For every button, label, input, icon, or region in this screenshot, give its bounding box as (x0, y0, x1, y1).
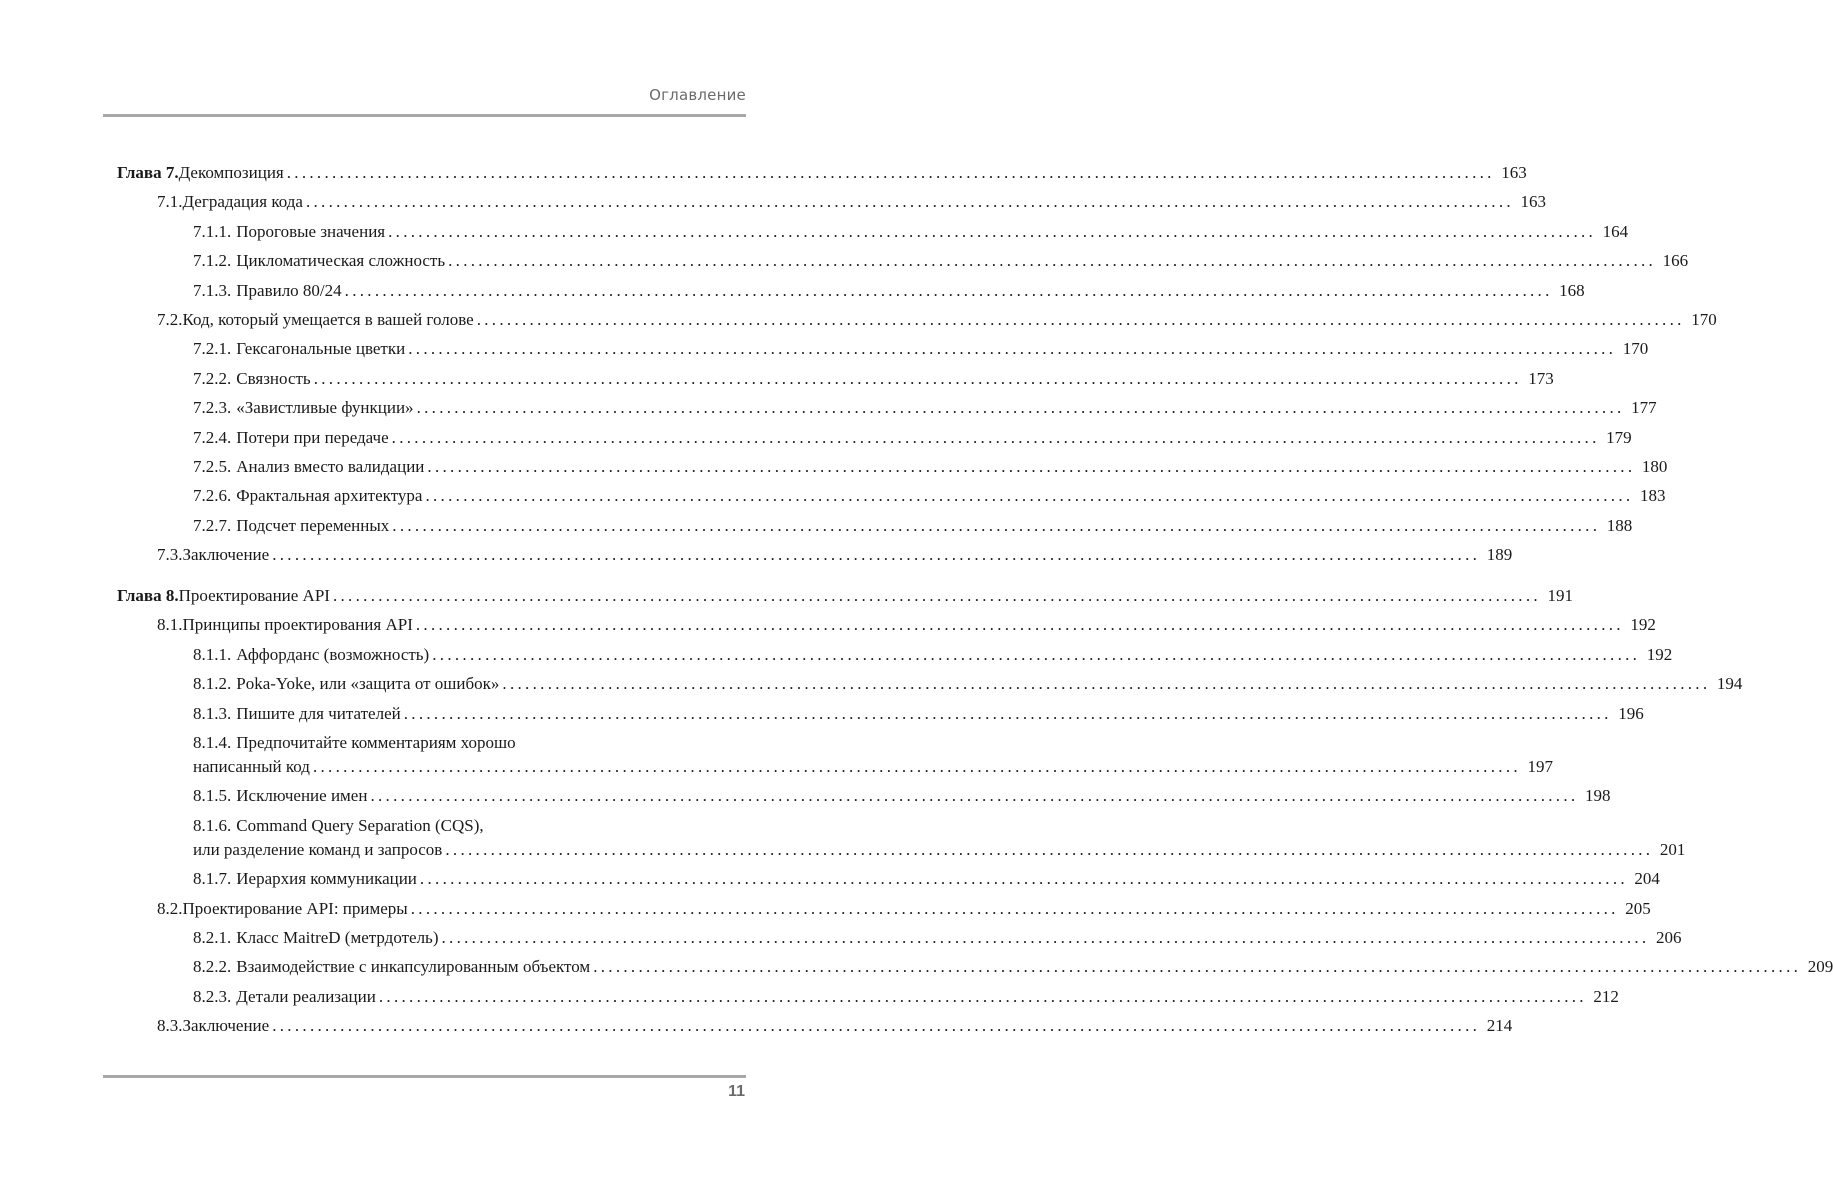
toc-entry-title: Аффорданс (возможность) (236, 644, 430, 664)
toc-entry-line (117, 220, 1629, 244)
leader-dots: ................................................................................................................................................................ (305, 192, 1514, 212)
toc-entry-line (117, 897, 1651, 921)
toc-entry-title: Детали реализации (236, 986, 376, 1006)
toc-entry-number: 8.2.3. (193, 986, 232, 1006)
toc-entry-title: Проектирование API (178, 586, 330, 606)
toc-entry-page: 196 (1618, 703, 1644, 723)
page-number: 11 (728, 1083, 745, 1100)
leader-dots: ................................................................................................................................................................ (432, 644, 1641, 664)
leader-dots: ................................................................................................................................................................ (408, 339, 1617, 359)
toc-entry-line (117, 367, 1554, 391)
toc-entry[interactable] (117, 613, 1656, 637)
toc-entry-number: 8.2. (157, 898, 183, 918)
toc-entry-number: 7.1.3. (193, 280, 232, 300)
toc-entry[interactable] (117, 672, 1743, 696)
toc-entry-number: Глава 7. (117, 163, 179, 182)
toc-entry-page: 163 (1520, 192, 1546, 212)
toc-entry-page: 205 (1625, 898, 1651, 918)
toc-entry-title: или разделение команд и запросов (193, 839, 443, 859)
toc-entry-title: Пороговые значения (236, 221, 386, 241)
toc-entry[interactable] (117, 455, 1668, 479)
leader-dots: ................................................................................................................................................................ (416, 398, 1625, 418)
toc-entry[interactable] (117, 426, 1632, 450)
toc-entry[interactable] (117, 220, 1629, 244)
running-head-title: Оглавление (649, 86, 746, 104)
toc-entry-line (117, 672, 1743, 696)
toc-entry-line (117, 514, 1633, 538)
toc-entry-title: Взаимодействие с инкапсулированным объектом (236, 957, 591, 977)
toc-entry-page: 189 (1486, 545, 1513, 565)
toc-entry[interactable] (117, 643, 1673, 667)
toc-entry-line (117, 455, 1668, 479)
toc-entry-number: 7.2.6. (193, 486, 232, 506)
leader-dots: ................................................................................................................................................................ (370, 786, 1579, 806)
toc-entry[interactable] (117, 484, 1666, 508)
toc-entry-line (117, 484, 1666, 508)
toc-entry-number: 8.1. (157, 615, 183, 635)
toc-entry[interactable] (117, 279, 1585, 303)
toc-entry-line (117, 543, 1513, 567)
toc-entry-number: Глава 8. (117, 586, 179, 606)
leader-dots: ................................................................................................................................................................ (313, 368, 1522, 388)
toc-entry-line (117, 755, 1553, 779)
toc-entry-title: Пишите для читателей (236, 703, 401, 723)
leader-dots: ................................................................................................................................................................ (476, 309, 1685, 329)
leader-dots: ................................................................................................................................................................ (344, 280, 1553, 300)
toc-entry-number: 8.1.5. (193, 786, 232, 806)
toc-entry[interactable] (117, 514, 1633, 538)
toc-entry-line (117, 396, 1657, 420)
toc-entry-number: 7.2.4. (193, 427, 232, 447)
toc-entry-line (117, 1014, 1513, 1038)
toc-entry-number: 7.3. (157, 545, 183, 565)
toc-entry-number: 7.2.3. (193, 398, 232, 418)
toc-entry-title: Деградация кода (182, 192, 303, 212)
toc-entry-page: 214 (1486, 1016, 1513, 1036)
toc-entry-title: Исключение имен (236, 786, 368, 806)
toc-entry-line (117, 190, 1546, 214)
leader-dots: ................................................................................................................................................................ (425, 486, 1634, 506)
toc-entry-page: 201 (1659, 839, 1686, 859)
toc-entry[interactable] (117, 955, 1833, 979)
toc-entry[interactable] (117, 396, 1657, 420)
toc-entry-page: 197 (1527, 757, 1553, 777)
toc-entry-page: 194 (1716, 674, 1743, 694)
toc-entry-page: 191 (1547, 586, 1573, 606)
toc-entry-line (117, 702, 1644, 726)
footer-rule (103, 1075, 746, 1078)
toc-entry-number: 8.1.2. (193, 674, 232, 694)
leader-dots: ................................................................................................................................................................ (286, 163, 1495, 182)
leader-dots: ................................................................................................................................................................ (392, 515, 1601, 535)
toc-entry-number: 8.2.2. (193, 957, 232, 977)
toc-entry-page: 164 (1602, 221, 1629, 241)
toc-entry-title: Класс MaitreD (метрдотель) (236, 927, 439, 947)
table-of-contents (117, 161, 1833, 1044)
toc-entry-line (117, 926, 1682, 950)
toc-entry-title: Потери при передаче (236, 427, 389, 447)
toc-entry[interactable] (117, 702, 1644, 726)
toc-entry[interactable] (117, 367, 1554, 391)
toc-entry[interactable] (117, 897, 1651, 921)
toc-entry-line (117, 249, 1689, 273)
toc-entry-number: 8.1.6. (193, 815, 232, 835)
toc-entry-title: Декомпозиция (178, 163, 284, 182)
toc-entry-title: Фрактальная архитектура (236, 486, 423, 506)
toc-entry-title: Предпочитайте комментариям хорошо (236, 733, 516, 753)
leader-dots: ................................................................................................................................................................ (332, 586, 1541, 606)
leader-dots: ................................................................................................................................................................ (593, 957, 1802, 977)
toc-entry-page: 170 (1691, 309, 1717, 329)
toc-entry-title: Цикломатическая сложность (236, 251, 446, 271)
toc-entry-line (117, 337, 1649, 361)
toc-entry-line (117, 643, 1673, 667)
toc-entry-page: 209 (1807, 957, 1833, 977)
toc-entry-number: 7.2.7. (193, 515, 232, 535)
leader-dots: ................................................................................................................................................................ (415, 615, 1624, 635)
toc-entry-title: Проектирование API: примеры (182, 898, 408, 918)
toc-entry-number: 7.2. (157, 309, 183, 329)
toc-entry-number: 7.1.1. (193, 221, 232, 241)
toc-entry-title: Иерархия коммуникации (236, 869, 417, 889)
leader-dots: ................................................................................................................................................................ (388, 221, 1597, 241)
toc-entry-line (117, 784, 1611, 808)
toc-chapter-entry[interactable] (117, 584, 1573, 608)
leader-dots: ................................................................................................................................................................ (445, 839, 1654, 859)
toc-entry[interactable] (117, 543, 1513, 567)
toc-entry-number: 8.1.4. (193, 733, 232, 753)
toc-entry[interactable] (117, 985, 1619, 1009)
toc-entry-page: 180 (1641, 456, 1668, 476)
toc-entry-title: Poka-Yoke, или «защита от ошибок» (236, 674, 500, 694)
leader-dots: ................................................................................................................................................................ (448, 251, 1657, 271)
toc-entry-title: Анализ вместо валидации (236, 456, 425, 476)
toc-entry-line (117, 279, 1585, 303)
toc-entry-page: 206 (1655, 927, 1682, 947)
toc-entry-title: Command Query Separation (CQS), (236, 815, 484, 835)
toc-entry-line (117, 426, 1632, 450)
toc-entry-title: Заключение (182, 545, 270, 565)
toc-entry-page: 168 (1559, 280, 1585, 300)
toc-entry-line (117, 161, 1527, 185)
toc-entry[interactable] (117, 337, 1649, 361)
toc-entry-page: 212 (1593, 986, 1619, 1006)
toc-entry-line (117, 867, 1660, 891)
header-rule (103, 114, 746, 117)
toc-entry-page: 177 (1631, 398, 1657, 418)
toc-entry-number: 7.1.2. (193, 251, 232, 271)
toc-entry-page: 163 (1501, 163, 1527, 182)
toc-entry-number: 7.1. (157, 192, 183, 212)
toc-entry-page: 183 (1639, 486, 1666, 506)
leader-dots: ................................................................................................................................................................ (312, 757, 1521, 777)
toc-entry[interactable] (117, 814, 1686, 862)
toc-entry-line (117, 731, 746, 755)
leader-dots: ................................................................................................................................................................ (272, 545, 1481, 565)
toc-entry-title: «Завистливые функции» (236, 398, 414, 418)
leader-dots: ................................................................................................................................................................ (403, 703, 1612, 723)
toc-entry[interactable] (117, 867, 1660, 891)
toc-entry-line (117, 814, 746, 838)
toc-entry-page: 179 (1606, 427, 1632, 447)
toc-entry-title: Связность (236, 368, 311, 388)
toc-entry-page: 204 (1634, 869, 1660, 889)
toc-entry-line (117, 584, 1573, 608)
toc-entry-line (117, 613, 1656, 637)
toc-entry-number: 8.1.1. (193, 644, 232, 664)
toc-entry-page: 192 (1630, 615, 1656, 635)
toc-entry-title: Подсчет переменных (236, 515, 390, 535)
toc-entry[interactable] (117, 190, 1546, 214)
toc-entry[interactable] (117, 249, 1689, 273)
toc-entry-title: Правило 80/24 (236, 280, 342, 300)
toc-entry-page: 192 (1646, 644, 1673, 664)
toc-entry-page: 188 (1606, 515, 1633, 535)
toc-entry[interactable] (117, 784, 1611, 808)
leader-dots: ................................................................................................................................................................ (410, 898, 1619, 918)
toc-entry-page: 166 (1662, 251, 1689, 271)
toc-entry-number: 7.2.5. (193, 456, 232, 476)
toc-entry[interactable] (117, 308, 1717, 332)
toc-entry-number: 8.1.7. (193, 869, 232, 889)
toc-entry-page: 170 (1622, 339, 1649, 359)
toc-entry-number: 8.2.1. (193, 927, 232, 947)
toc-entry-title: написанный код (193, 757, 310, 777)
toc-entry-page: 173 (1528, 368, 1554, 388)
leader-dots: ................................................................................................................................................................ (378, 986, 1587, 1006)
toc-chapter-entry[interactable] (117, 161, 1527, 185)
leader-dots: ................................................................................................................................................................ (502, 674, 1711, 694)
toc-entry[interactable] (117, 926, 1682, 950)
toc-entry-number: 8.1.3. (193, 703, 232, 723)
toc-entry-line (117, 955, 1833, 979)
toc-entry-title: Принципы проектирования API (182, 615, 413, 635)
toc-entry-title: Заключение (182, 1016, 270, 1036)
toc-entry-line (117, 985, 1619, 1009)
toc-entry-number: 8.3. (157, 1016, 183, 1036)
toc-entry-number: 7.2.2. (193, 368, 232, 388)
leader-dots: ................................................................................................................................................................ (427, 456, 1636, 476)
toc-entry-page: 198 (1584, 786, 1611, 806)
toc-entry-title: Код, который умещается в вашей голове (182, 309, 474, 329)
leader-dots: ................................................................................................................................................................ (391, 427, 1600, 447)
toc-entry[interactable] (117, 731, 1553, 779)
leader-dots: ................................................................................................................................................................ (272, 1016, 1481, 1036)
toc-entry[interactable] (117, 1014, 1513, 1038)
leader-dots: ................................................................................................................................................................ (441, 927, 1650, 947)
leader-dots: ................................................................................................................................................................ (419, 869, 1628, 889)
toc-entry-title: Гексагональные цветки (236, 339, 406, 359)
toc-entry-line (117, 838, 1686, 862)
toc-entry-number: 7.2.1. (193, 339, 232, 359)
toc-entry-line (117, 308, 1717, 332)
